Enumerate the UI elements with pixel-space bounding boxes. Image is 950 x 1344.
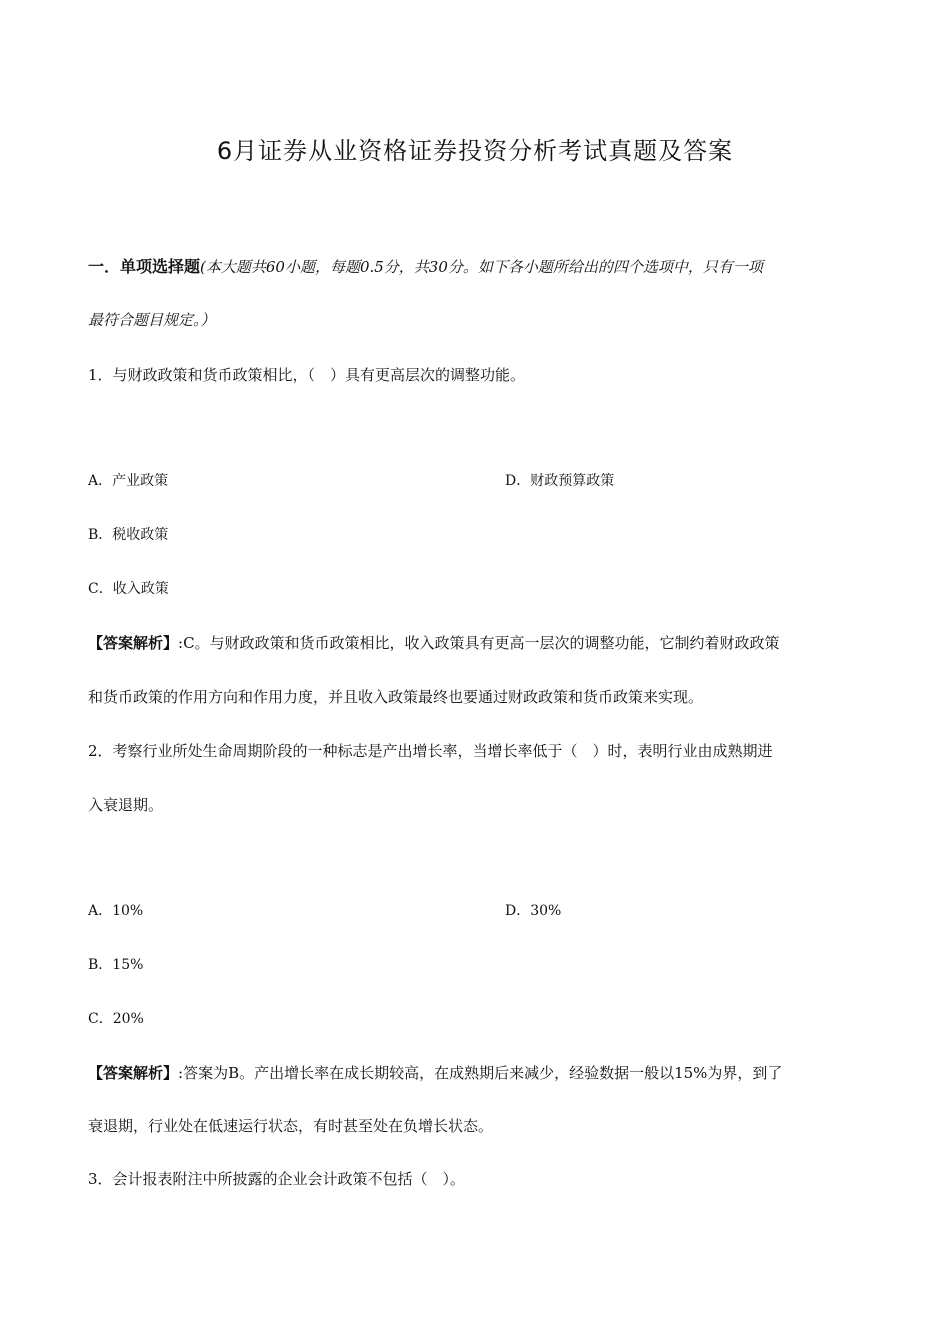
question-2-option-a: A．10% <box>88 903 144 919</box>
question-2-answer-continued: 衰退期，行业处在低速运行状态，有时甚至处在负增长状态。 <box>88 1117 494 1135</box>
question-1-option-a: A．产业政策 <box>88 473 169 489</box>
question-2-stem: 2．考察行业所处生命周期阶段的一种标志是产出增长率，当增长率低于（ ）时，表明行业由成熟期进 <box>88 742 773 760</box>
document-title: 6月证券从业资格证券投资分析考试真题及答案 <box>216 137 734 165</box>
section-heading-line <box>88 255 763 279</box>
question-1-answer <box>88 631 780 655</box>
question-2-option-c: C．20% <box>88 1011 144 1027</box>
question-2-answer <box>88 1061 782 1085</box>
question-2-stem-continued: 入衰退期。 <box>88 796 164 814</box>
answer-label: 【答案解析】 <box>88 634 179 652</box>
question-1-answer-continued: 和货币政策的作用方向和作用力度，并且收入政策最终也要通过财政政策和货币政策来实现。 <box>88 688 704 706</box>
question-1-option-d: D．财政预算政策 <box>505 473 615 489</box>
question-1-stem: 1．与财政政策和货币政策相比，（ ）具有更高层次的调整功能。 <box>88 366 526 384</box>
question-1-option-c: C．收入政策 <box>88 581 169 597</box>
question-3-stem: 3．会计报表附注中所披露的企业会计政策不包括（ ）。 <box>88 1170 466 1188</box>
answer-text: :答案为B。产出增长率在成长期较高，在成熟期后来减少，经验数据一般以15%为界，到了 <box>178 1064 783 1082</box>
question-2-option-b: B．15% <box>88 957 144 973</box>
question-2-option-d: D．30% <box>505 903 562 919</box>
question-1-option-b: B．税收政策 <box>88 527 169 543</box>
section-note: (本大题共60小题，每题0.5分，共30分。如下各小题所给出的四个选项中，只有一项 <box>200 258 763 276</box>
section-heading: 一．单项选择题 <box>88 257 201 276</box>
section-note-continued: 最符合题目规定。） <box>88 311 216 329</box>
answer-text: :C。与财政政策和货币政策相比，收入政策具有更高一层次的调整功能，它制约着财政政策 <box>178 634 780 652</box>
answer-label: 【答案解析】 <box>88 1064 179 1082</box>
